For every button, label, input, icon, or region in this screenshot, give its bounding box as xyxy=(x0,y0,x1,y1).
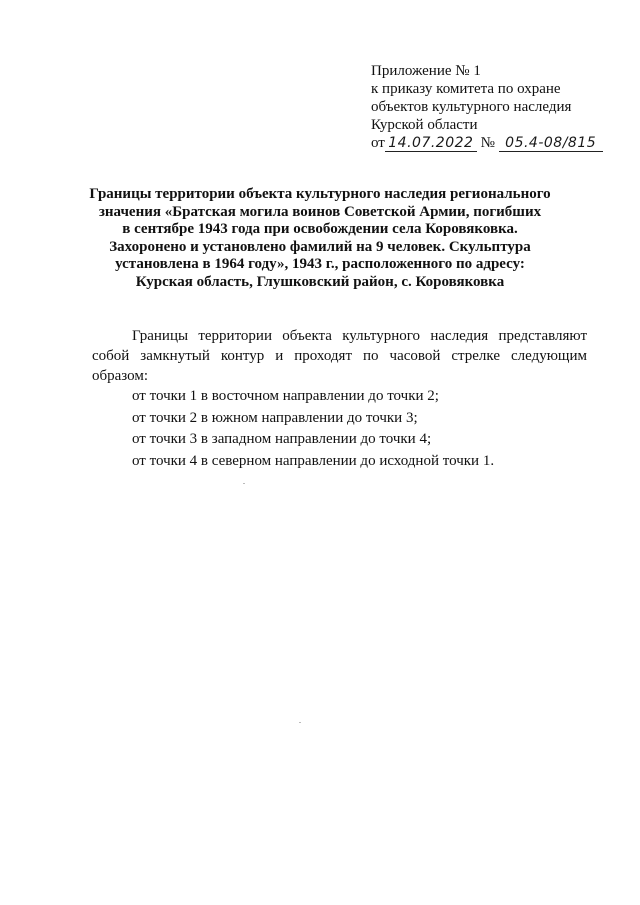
boundary-point-item: от точки 1 в восточном направлении до точки 2; xyxy=(132,388,439,404)
title-line: в сентябре 1943 года при освобождении села Коровяковка. xyxy=(122,221,518,237)
title-line: значения «Братская могила воинов Советской Армии, погибших xyxy=(98,203,542,220)
title-line: Захоронено и установлено фамилий на 9 человек. Скульптура xyxy=(109,238,531,255)
from-prefix: от xyxy=(371,135,385,151)
boundary-point-item: от точки 2 в южном направлении до точки 3; xyxy=(132,409,418,426)
annex-header xyxy=(371,62,621,152)
annex-committee: объектов культурного наследия xyxy=(371,99,572,115)
annex-title: Приложение № 1 xyxy=(371,63,481,79)
boundary-point-item: от точки 3 в западном направлении до точки 4; xyxy=(132,431,432,447)
annex-order-ref: к приказу комитета по охране xyxy=(371,81,561,97)
title-line: Курская область, Глушковский район, с. Коровяковка xyxy=(135,273,505,290)
intro-paragraph: Границы территории объекта культурного наследия представляют собой замкнутый контур и проходят по часовой стрелке следующим образом: xyxy=(92,328,587,384)
handwritten-number: 05.4-08/815 xyxy=(499,136,603,152)
title-line: установлена в 1964 году», 1943 г., расположенного по адресу: xyxy=(115,256,525,272)
handwritten-date: 14.07.2022 xyxy=(385,136,477,152)
annex-date-number-line xyxy=(371,134,621,152)
document-body xyxy=(92,326,587,472)
number-sign: № xyxy=(480,135,495,151)
annex-region: Курской области xyxy=(371,117,478,133)
scan-speck xyxy=(243,483,245,484)
boundary-point-item: от точки 4 в северном направлении до исходной точки 1. xyxy=(132,452,495,469)
title-line: Границы территории объекта культурного наследия регионального xyxy=(89,186,551,202)
document-title xyxy=(80,186,560,291)
scan-speck xyxy=(299,722,301,723)
